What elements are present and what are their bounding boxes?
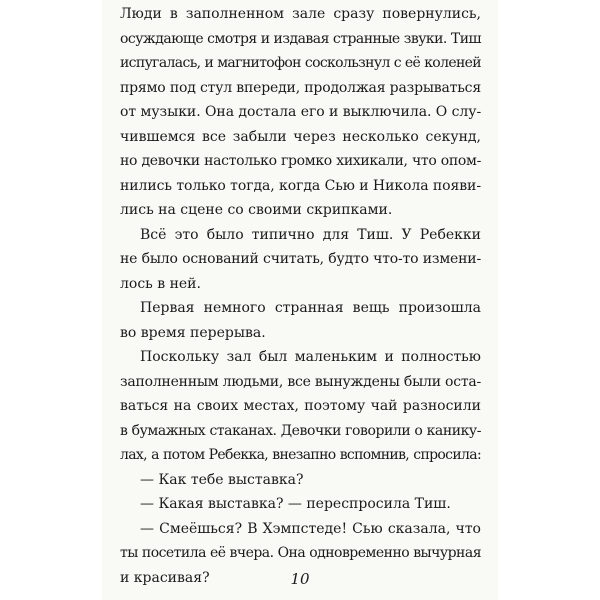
text-line: Люди в заполненном зале сразу повернулись,: [120, 6, 481, 22]
text-line: ты посетила её вчера. Она одновременно вычурная: [120, 545, 481, 561]
text-line: — Как тебе выставка?: [140, 471, 304, 488]
text-line: лись на сцене со своими скрипками.: [120, 202, 393, 218]
text-line: Поскольку зал был маленьким и полностью: [140, 349, 481, 365]
text-line: не было оснований считать, будто что-то измени-: [120, 251, 481, 267]
page-number: 10: [290, 570, 310, 588]
text-line: и красивая?: [120, 569, 210, 586]
text-line: во время перерыва.: [120, 324, 266, 341]
text-line: осуждающе смотря и издавая странные звуки. Тиш: [120, 30, 481, 47]
text-line: испугалась, и магнитофон соскользнул с её коленей: [120, 55, 481, 71]
text-line: заполненным людьми, все вынуждены были оста-: [120, 373, 481, 390]
text-line: прямо под стул впереди, продолжая разрываться: [120, 79, 481, 96]
text-line: Первая немного странная вещь произошла: [140, 300, 481, 316]
text-line: от музыки. Она достала его и выключила. О слу-: [120, 104, 482, 120]
text-line: в бумажных стаканах. Девочки говорили о канику-: [120, 422, 481, 439]
text-line: — Какая выставка? — переспросила Тиш.: [140, 496, 451, 512]
text-line: но девочки настолько громко хихикали, что опом-: [120, 153, 481, 169]
text-line: чившемся все забыли через несколько секунд,: [120, 128, 481, 145]
text-line: Всё это было типично для Тиш. У Ребекки: [140, 226, 481, 243]
text-line: ваться на своих местах, поэтому чай разносили: [120, 398, 481, 414]
text-line: нились только тогда, когда Сью и Никола появи-: [120, 177, 481, 194]
book-page: [102, 0, 498, 600]
text-line: лось в ней.: [120, 275, 201, 292]
text-line: — Смеёшься? В Хэмпстеде! Сью сказала, что: [140, 520, 481, 537]
body-text: [120, 2, 481, 590]
text-line: лах, а потом Ребекка, внезапно вспомнив, спросила:: [120, 447, 481, 463]
